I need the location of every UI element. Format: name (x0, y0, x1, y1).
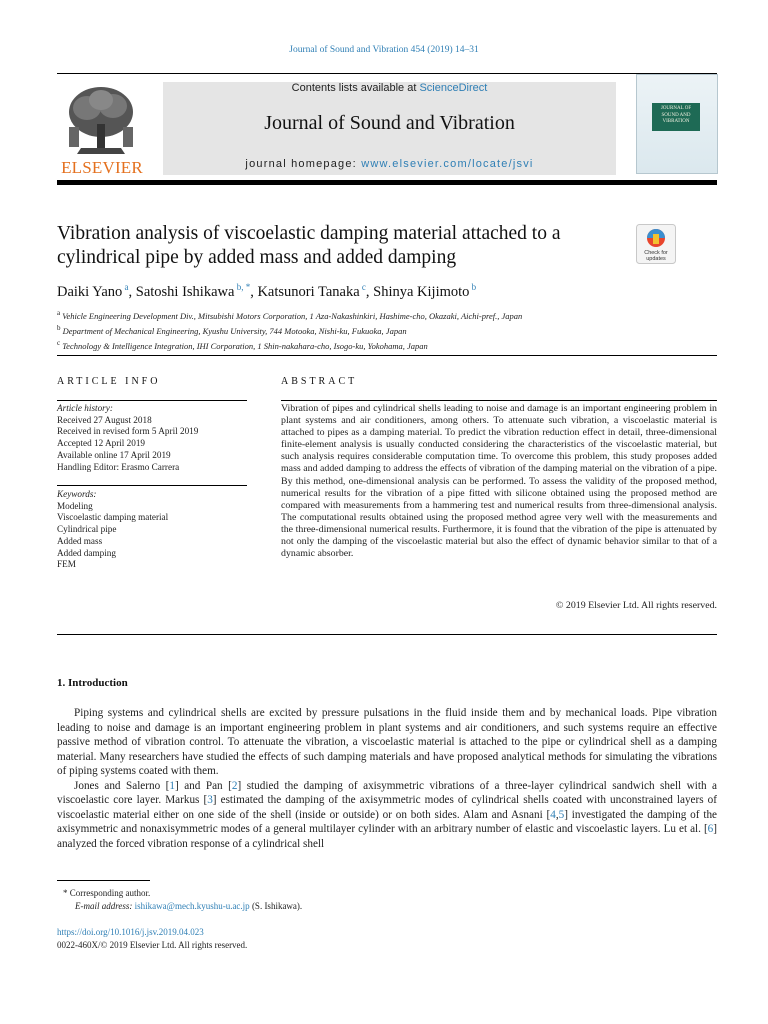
intro-paragraph-2: Jones and Salerno [1] and Pan [2] studied the damping of axisymmetric vibrations of a three-layer cylindrical sandwich shell with a viscoelastic core layer. Markus [3] estimated the damping of the axisymmetric modes of cylindrical shells coated with unconstrained layers of viscoelastic material either on one side of the shell (inside or outside) or on both sides. Alam and Asnani [4,5] investigated the damping of the axisymmetric and nonaxisymmetric modes of a general multilayer cylinder with an arbitrary number of elastic and viscoelastic layers. Lu et al. [6] analyzed the forced vibration response of a cylindrical shell (57, 779, 718, 850)
affiliation-marker: b (57, 323, 61, 332)
article-history (57, 403, 247, 473)
author-name[interactable]: Katsunori Tanaka (257, 283, 360, 300)
keywords-list (57, 501, 247, 571)
homepage-link[interactable]: www.elsevier.com/locate/jsvi (361, 158, 534, 170)
intro-paragraph-1: Piping systems and cylindrical shells are excited by pressure pulsations in the fluid inside them and by mechanical loads. Pipe vibration leading to noise and damage is an important engineering problem in plant systems and air conditioners, and such systems require an effective passive method of vibration control. To attenuate the vibration, a viscoelastic material is attached to the pipe or cylindrical shell as a damping material. Many researchers have studied the effects of such damping materials and have proposed analytical methods for simulating the vibrations of piping systems coated with them. (57, 707, 717, 777)
svg-text:Check for: Check for (644, 250, 668, 256)
title-block-rule (57, 355, 717, 356)
keyword-item: Added mass (57, 535, 103, 546)
history-label: Article history: (57, 403, 113, 413)
email-label: E-mail address: (75, 900, 135, 911)
elsevier-wordmark: ELSEVIER (61, 158, 143, 177)
keyword-item: Added damping (57, 547, 116, 558)
doi-block (57, 926, 657, 951)
abstract-copyright: © 2019 Elsevier Ltd. All rights reserved. (555, 600, 717, 611)
reference-link[interactable]: 2 (231, 779, 238, 792)
contents-prefix: Contents lists available at (291, 82, 420, 94)
header-top-rule (57, 73, 717, 74)
reference-link[interactable]: 6 (707, 823, 714, 835)
keyword-item: Modeling (57, 500, 93, 511)
reference-link[interactable]: 3 (207, 794, 213, 806)
homepage-prefix: journal homepage: (245, 158, 362, 170)
abstract-heading: ABSTRACT (281, 376, 358, 387)
author-name[interactable]: Satoshi Ishikawa (135, 283, 235, 300)
history-item: Received in revised form 5 April 2019 (57, 426, 199, 437)
email-line (57, 900, 657, 913)
section-heading-introduction: 1. Introduction (57, 677, 128, 689)
reference-link[interactable]: 1 (169, 779, 175, 792)
introduction-body (57, 706, 717, 851)
history-item: Handling Editor: Erasmo Carrera (57, 461, 180, 472)
keyword-item: FEM (57, 559, 76, 570)
paper-title: Vibration analysis of viscoelastic damping material attached to a cylindrical pipe by added mass and added damping (57, 223, 561, 268)
author-name[interactable]: Shinya Kijimoto (373, 283, 470, 300)
history-item: Accepted 12 April 2019 (57, 438, 146, 449)
abstract-text: Vibration of pipes and cylindrical shells leading to noise and damage is an important engineering problem in plant systems and air conditioners, among others. To attenuate such vibration, a viscoelastic material is attached to pipes as a damping material. To predict the vibration reduction effect in detail, three-dimensional finite-element analysis is usually conducted considering the characteristics of the viscoelastic material, but such analysis requires considerable computation time. To overcome this problem, this study proposes added mass and added damping to address the effects of vibration of the damping material on the vibration of a pipe. By this method, one-dimensional analysis can be performed. To assess the validity of the proposed method, numerical results for the vibration of a pipe fitted with silicone obtained using the proposed method are compared with measurements from a hammering test and numerical results from three-dimensional analysis. The computational results obtained using the proposed method agree very well with the measurements and the three-dimensional numerical results. Furthermore, it is found that the vibration of the pipe is attenuated by not only the damping of the viscoelastic material but also the effect of dynamic behavior similar to that of a dynamic absorber. (281, 403, 717, 560)
history-item: Received 27 August 2018 (57, 414, 152, 425)
reference-link[interactable]: 5 (558, 808, 565, 821)
issn-line: 0022-460X/© 2019 Elsevier Ltd. All rights reserved. (57, 939, 248, 950)
author-name[interactable]: Daiki Yano (57, 283, 123, 300)
check-for-updates-icon[interactable] (636, 224, 676, 264)
affiliation-row: $^b$ Department of Mechanical Engineering, Kyushu University, 744 Motooka, Nishi-ku, Fukuoka, Japan (57, 323, 407, 336)
corresponding-author-footnote (57, 887, 657, 912)
abstract-bottom-rule (57, 634, 717, 635)
keyword-item: Viscoelastic damping material (57, 512, 169, 523)
doi-link[interactable]: https://doi.org/10.1016/j.jsv.2019.04.023 (57, 927, 204, 937)
affiliation-row: $^a$ Vehicle Engineering Development Div., Mitsubishi Motors Corporation, 1 Aza-Nakashinkiri, Hashime-cho, Okazaki, Aichi-pref., Japan (57, 309, 523, 321)
author-list: Daiki Yano $^a$, Satoshi Ishikawa $^{b, *}$, Katsunori Tanaka $^c$, Shinya Kijimoto $^b$ (57, 282, 477, 300)
contents-availability (163, 82, 616, 94)
keyword-item: Cylindrical pipe (57, 524, 117, 535)
abstract-rule (281, 400, 717, 401)
corresponding-note: * Corresponding author. (63, 888, 151, 898)
history-list (57, 415, 247, 474)
article-info-heading: ARTICLE INFO (57, 376, 161, 387)
cover-title: JOURNAL OF SOUND AND VIBRATION (652, 103, 700, 131)
journal-homepage (163, 158, 616, 170)
email-link[interactable]: ishikawa@mech.kyushu-u.ac.jp (134, 900, 250, 911)
svg-text:updates: updates (646, 256, 666, 262)
author-affiliation-marker[interactable]: b, * (234, 282, 251, 292)
affiliation-marker: a (57, 309, 61, 317)
history-item: Available online 17 April 2019 (57, 449, 171, 460)
keywords-block (57, 489, 247, 571)
keywords-label: Keywords: (57, 489, 97, 499)
author-affiliation-marker[interactable]: b (469, 282, 477, 292)
article-info-rule (57, 400, 247, 401)
author-affiliation-marker[interactable]: c (359, 282, 366, 292)
affiliation-row: $^c$ Technology & Intelligence Integration, IHI Corporation, 1 Shin-nakahara-cho, Isogo-ku, Yokohama, Japan (57, 338, 428, 351)
sciencedirect-link[interactable]: ScienceDirect (419, 82, 488, 94)
journal-title: Journal of Sound and Vibration (264, 112, 515, 134)
footnote-rule (57, 880, 150, 881)
author-affiliation-marker[interactable]: a (122, 282, 129, 292)
journal-citation[interactable]: Journal of Sound and Vibration 454 (2019) 14–31 (289, 45, 479, 55)
email-suffix: (S. Ishikawa). (249, 900, 303, 911)
affiliation-marker: c (57, 338, 61, 347)
keywords-rule (57, 485, 247, 486)
affiliations (57, 307, 697, 351)
header-bottom-rule (57, 180, 717, 185)
reference-link[interactable]: 4 (550, 808, 556, 821)
